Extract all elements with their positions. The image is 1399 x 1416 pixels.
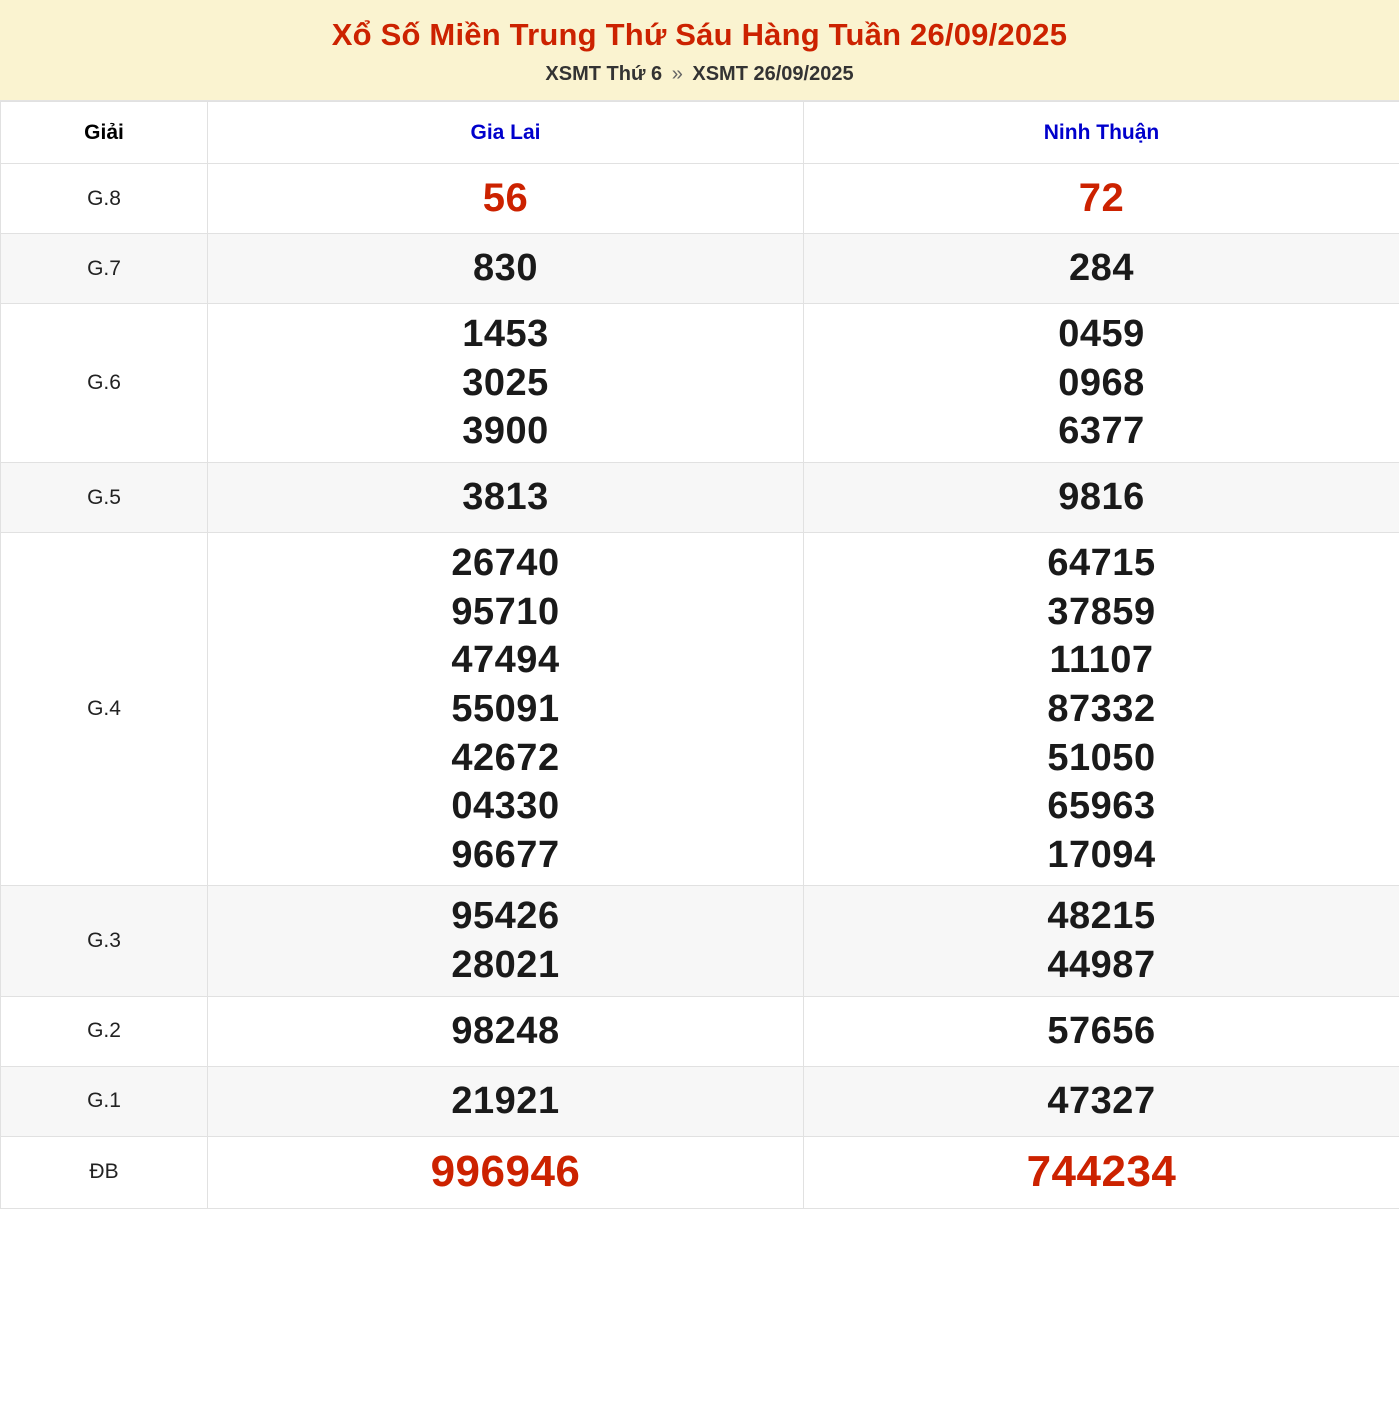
- column-header-province-gia-lai: Gia Lai: [208, 102, 804, 164]
- result-number: 95710: [451, 590, 560, 633]
- breadcrumb-item-date[interactable]: XSMT 26/09/2025: [692, 63, 854, 86]
- result-number: 04330: [451, 785, 560, 828]
- table-row: [1, 164, 1399, 234]
- breadcrumb-item-weekday[interactable]: XSMT Thứ 6: [545, 63, 663, 86]
- prize-label: G.7: [1, 234, 208, 304]
- table-row: [1, 533, 1399, 886]
- result-cell-gia-lai: [208, 533, 804, 886]
- result-number: 44987: [1047, 944, 1156, 987]
- column-header-province-ninh-thuan: Ninh Thuận: [804, 102, 1399, 164]
- result-number: 65963: [1047, 785, 1156, 828]
- result-number: 57656: [1047, 1009, 1156, 1052]
- page-header: [0, 0, 1399, 101]
- result-number: 830: [473, 247, 538, 290]
- result-number: 56: [482, 176, 529, 221]
- result-number: 48215: [1047, 895, 1156, 938]
- result-cell-ninh-thuan: [804, 1136, 1399, 1208]
- table-row: [1, 304, 1399, 463]
- result-number: 51050: [1047, 736, 1156, 779]
- result-cell-gia-lai: [208, 1136, 804, 1208]
- breadcrumb: [10, 63, 1389, 86]
- prize-label: G.8: [1, 164, 208, 234]
- table-header-row: [1, 102, 1399, 164]
- result-number: 3813: [462, 476, 549, 519]
- result-number: 0968: [1058, 361, 1145, 404]
- result-cell-gia-lai: [208, 164, 804, 234]
- result-number: 744234: [1026, 1147, 1177, 1197]
- table-row: [1, 463, 1399, 533]
- result-cell-gia-lai: [208, 1066, 804, 1136]
- result-cell-gia-lai: [208, 463, 804, 533]
- prize-label: ĐB: [1, 1136, 208, 1208]
- result-cell-gia-lai: [208, 886, 804, 996]
- result-number: 47494: [451, 639, 560, 682]
- result-number: 96677: [451, 833, 560, 876]
- result-number: 28021: [451, 944, 560, 987]
- result-number: 26740: [451, 542, 560, 585]
- result-number: 11107: [1049, 639, 1154, 682]
- result-number: 17094: [1047, 833, 1156, 876]
- prize-label: G.5: [1, 463, 208, 533]
- prize-label: G.6: [1, 304, 208, 463]
- table-row: [1, 234, 1399, 304]
- table-row: [1, 1136, 1399, 1208]
- result-number: 95426: [451, 895, 560, 938]
- result-number: 284: [1069, 247, 1134, 290]
- prize-label: G.1: [1, 1066, 208, 1136]
- result-number: 3900: [462, 410, 549, 453]
- result-number: 21921: [451, 1079, 560, 1122]
- result-number: 87332: [1047, 687, 1156, 730]
- result-cell-ninh-thuan: [804, 304, 1399, 463]
- result-number: 9816: [1058, 476, 1145, 519]
- result-cell-ninh-thuan: [804, 164, 1399, 234]
- result-number: 64715: [1047, 542, 1156, 585]
- result-number: 47327: [1047, 1079, 1156, 1122]
- result-cell-ninh-thuan: [804, 996, 1399, 1066]
- result-cell-ninh-thuan: [804, 533, 1399, 886]
- prize-label: G.2: [1, 996, 208, 1066]
- result-cell-ninh-thuan: [804, 886, 1399, 996]
- result-number: 72: [1078, 176, 1125, 221]
- prize-label: G.3: [1, 886, 208, 996]
- result-number: 42672: [451, 736, 560, 779]
- result-number: 3025: [462, 361, 549, 404]
- breadcrumb-separator: »: [671, 63, 683, 86]
- lottery-results-table: [0, 101, 1399, 1209]
- result-number: 1453: [462, 313, 549, 356]
- result-number: 55091: [451, 687, 560, 730]
- result-number: 6377: [1058, 410, 1145, 453]
- result-cell-gia-lai: [208, 996, 804, 1066]
- result-cell-ninh-thuan: [804, 234, 1399, 304]
- result-number: 0459: [1058, 313, 1145, 356]
- page-title: Xổ Số Miền Trung Thứ Sáu Hàng Tuần 26/09/2025: [331, 17, 1068, 52]
- result-cell-ninh-thuan: [804, 1066, 1399, 1136]
- result-cell-ninh-thuan: [804, 463, 1399, 533]
- column-header-prize: Giải: [1, 102, 208, 164]
- result-cell-gia-lai: [208, 234, 804, 304]
- result-number: 98248: [451, 1009, 560, 1052]
- prize-label: G.4: [1, 533, 208, 886]
- table-row: [1, 1066, 1399, 1136]
- table-row: [1, 886, 1399, 996]
- result-number: 37859: [1047, 590, 1156, 633]
- result-number: 996946: [430, 1147, 581, 1197]
- table-row: [1, 996, 1399, 1066]
- result-cell-gia-lai: [208, 304, 804, 463]
